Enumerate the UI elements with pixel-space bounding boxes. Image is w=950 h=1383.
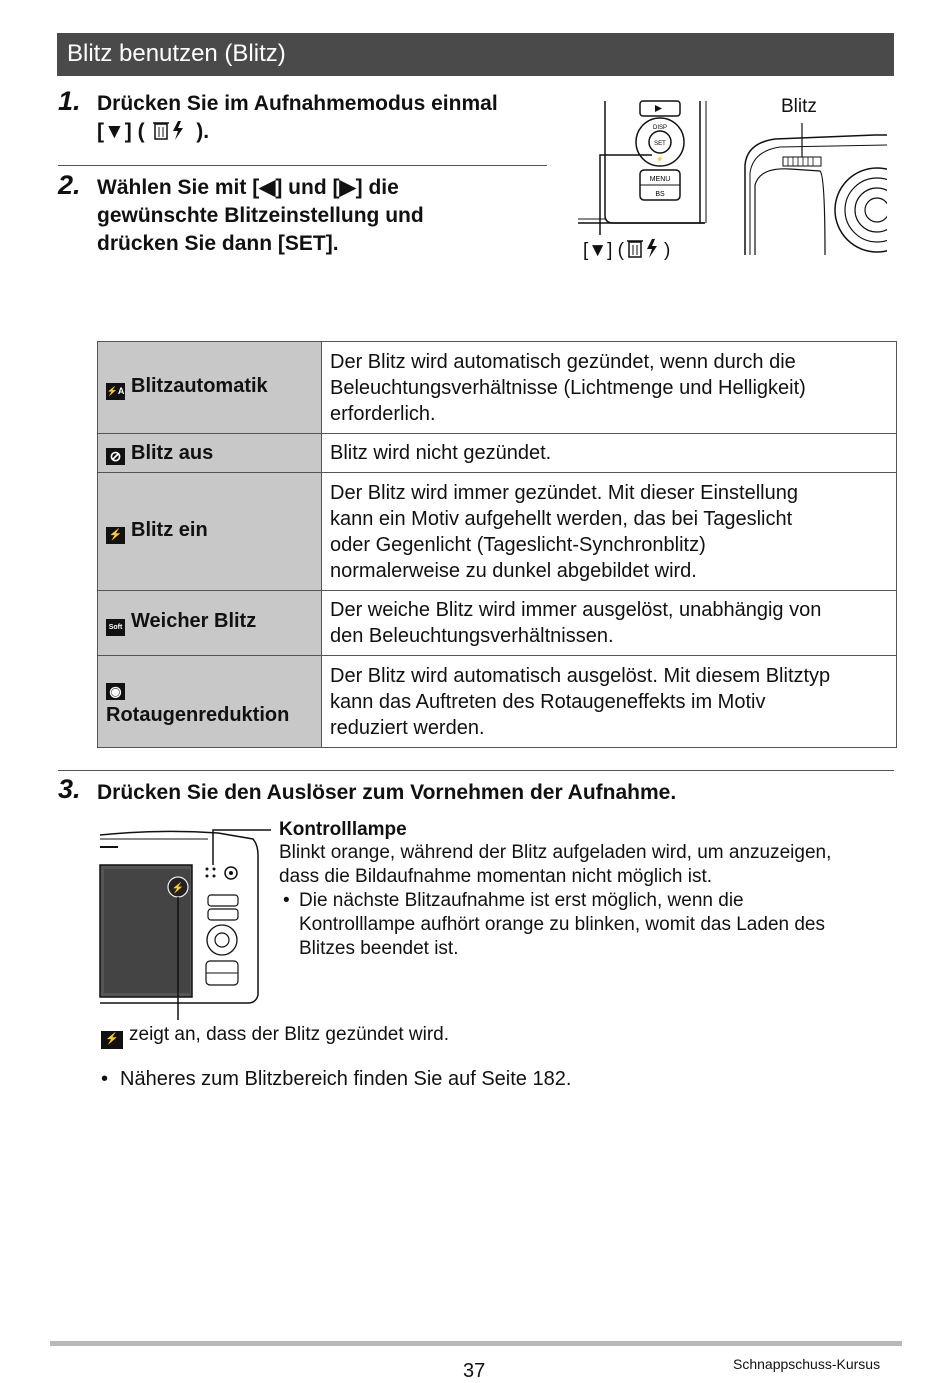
soft-flash-icon: Soft <box>106 619 125 636</box>
flash-button-label-prefix: [▼] ( <box>583 240 624 261</box>
mode-name-cell <box>98 342 322 434</box>
section-title: Blitz benutzen (Blitz) <box>67 40 286 67</box>
trash-flash-icon <box>624 237 664 265</box>
camera-indicator-illustration <box>98 825 278 1020</box>
mode-desc-line: Der Blitz wird immer gezündet. Mit dieser Einstellung <box>330 481 798 504</box>
flash-auto-icon: ⚡A <box>106 383 125 400</box>
table-row <box>98 473 897 591</box>
range-note <box>101 1068 571 1091</box>
bullet-icon: • <box>283 890 290 911</box>
step-2-text <box>97 174 557 258</box>
range-note-text: Näheres zum Blitzbereich finden Sie auf Seite 182. <box>120 1068 572 1090</box>
mode-desc-line: erforderlich. <box>330 402 436 425</box>
step-2-number: 2. <box>58 170 81 200</box>
flash-on-icon: ⚡ <box>106 527 125 544</box>
indicator-title: Kontrolllampe <box>279 819 407 840</box>
step-1-key-prefix: [▼] ( <box>97 120 145 143</box>
step-2-line-2: gewünschte Blitzeinstellung und <box>97 204 424 227</box>
trash-flash-icon <box>150 119 190 149</box>
mode-name: Rotaugenreduktion <box>106 703 290 726</box>
table-row <box>98 591 897 656</box>
flash-fired-text: zeigt an, dass der Blitz gezündet wird. <box>129 1024 450 1045</box>
mode-desc-line: reduziert werden. <box>330 716 485 739</box>
mode-desc-line: den Beleuchtungsverhältnissen. <box>330 625 614 647</box>
indicator-body-line: dass die Bildaufnahme momentan nicht möglich ist. <box>279 866 713 887</box>
step-2-line-3: drücken Sie dann [SET]. <box>97 232 339 255</box>
page-number: 37 <box>463 1360 486 1382</box>
flash-icon: ⚡ <box>101 1031 123 1049</box>
step-1-number: 1. <box>58 86 81 116</box>
mode-desc-cell <box>322 342 897 434</box>
mode-name-cell <box>98 473 322 591</box>
set-label: SET <box>654 141 666 147</box>
step-1-key-suffix: ). <box>196 120 210 143</box>
indicator-bullet-line: Kontrolllampe aufhört orange zu blinken, womit das Laden des <box>299 914 825 935</box>
mode-desc-cell <box>322 656 897 748</box>
mode-desc-cell <box>322 473 897 591</box>
table-row <box>98 656 897 748</box>
step-1-text <box>97 90 557 149</box>
indicator-body-line: Blinkt orange, während der Blitz aufgeladen wird, um anzuzeigen, <box>279 842 832 863</box>
indicator-caption <box>279 819 899 961</box>
indicator-bullet-line: Die nächste Blitzaufnahme ist erst möglich, wenn die <box>299 890 744 911</box>
section-name: Schnappschuss-Kursus <box>733 1356 881 1372</box>
mode-desc-line: Der Blitz wird automatisch gezündet, wenn durch die <box>330 350 796 373</box>
table-row <box>98 434 897 473</box>
table-row <box>98 342 897 434</box>
footer-bar <box>50 1341 902 1346</box>
red-eye-icon: ◉ <box>106 683 125 700</box>
step-3-text: Drücken Sie den Auslöser zum Vornehmen der Aufnahme. <box>97 781 677 804</box>
mode-desc-cell <box>322 591 897 656</box>
mode-desc-line: oder Gegenlicht (Tageslicht-Synchronblitz) <box>330 533 706 556</box>
svg-text:⚡: ⚡ <box>656 157 664 163</box>
step-1-line-2 <box>97 118 557 149</box>
mode-name: Blitzautomatik <box>131 375 268 397</box>
mode-desc-line: normalerweise zu dunkel abgebildet wird. <box>330 559 697 582</box>
mode-desc-line: kann ein Motiv aufgehellt werden, das bei Tageslicht <box>330 507 793 530</box>
bullet-icon: • <box>101 1068 109 1090</box>
flash-off-icon: ⊘ <box>106 448 125 465</box>
step-divider <box>58 165 547 166</box>
step-3-number: 3. <box>58 774 81 804</box>
mode-desc-line: Der Blitz wird automatisch ausgelöst. Mit diesem Blitztyp <box>330 664 831 687</box>
step-divider <box>58 770 894 771</box>
mode-desc-line: Beleuchtungsverhältnisse (Lichtmenge und Helligkeit) <box>330 376 806 399</box>
flash-button-label-suffix: ) <box>663 240 671 261</box>
bs-label: BS <box>655 191 665 198</box>
mode-desc-line: kann das Auftreten des Rotaugeneffekts im Motiv <box>330 690 766 713</box>
mode-name: Weicher Blitz <box>131 610 257 632</box>
mode-desc-line: Der weiche Blitz wird immer ausgelöst, unabhängig von <box>330 599 822 621</box>
mode-name-cell <box>98 434 322 473</box>
mode-name-cell <box>98 656 322 748</box>
mode-name-cell <box>98 591 322 656</box>
disp-label: DISP <box>652 125 668 131</box>
mode-desc-cell <box>322 434 897 473</box>
flash-mode-table <box>97 341 897 748</box>
indicator-bullet-line: Blitzes beendet ist. <box>299 938 459 959</box>
step-2-line-1: Wählen Sie mit [◀] und [▶] die <box>97 176 399 199</box>
flash-fired-note <box>101 1024 449 1049</box>
mode-name: Blitz aus <box>131 441 214 464</box>
section-title-bar <box>57 33 894 76</box>
svg-text:⚡: ⚡ <box>171 883 185 894</box>
mode-name: Blitz ein <box>131 519 208 541</box>
mode-desc-line: Blitz wird nicht gezündet. <box>330 442 552 464</box>
menu-label: MENU <box>649 176 671 183</box>
indicator-bullet <box>279 889 899 961</box>
flash-button-label <box>583 237 670 265</box>
step-1-line-1: Drücken Sie im Aufnahmemodus einmal <box>97 92 498 115</box>
flash-unit-label: Blitz <box>781 96 817 117</box>
